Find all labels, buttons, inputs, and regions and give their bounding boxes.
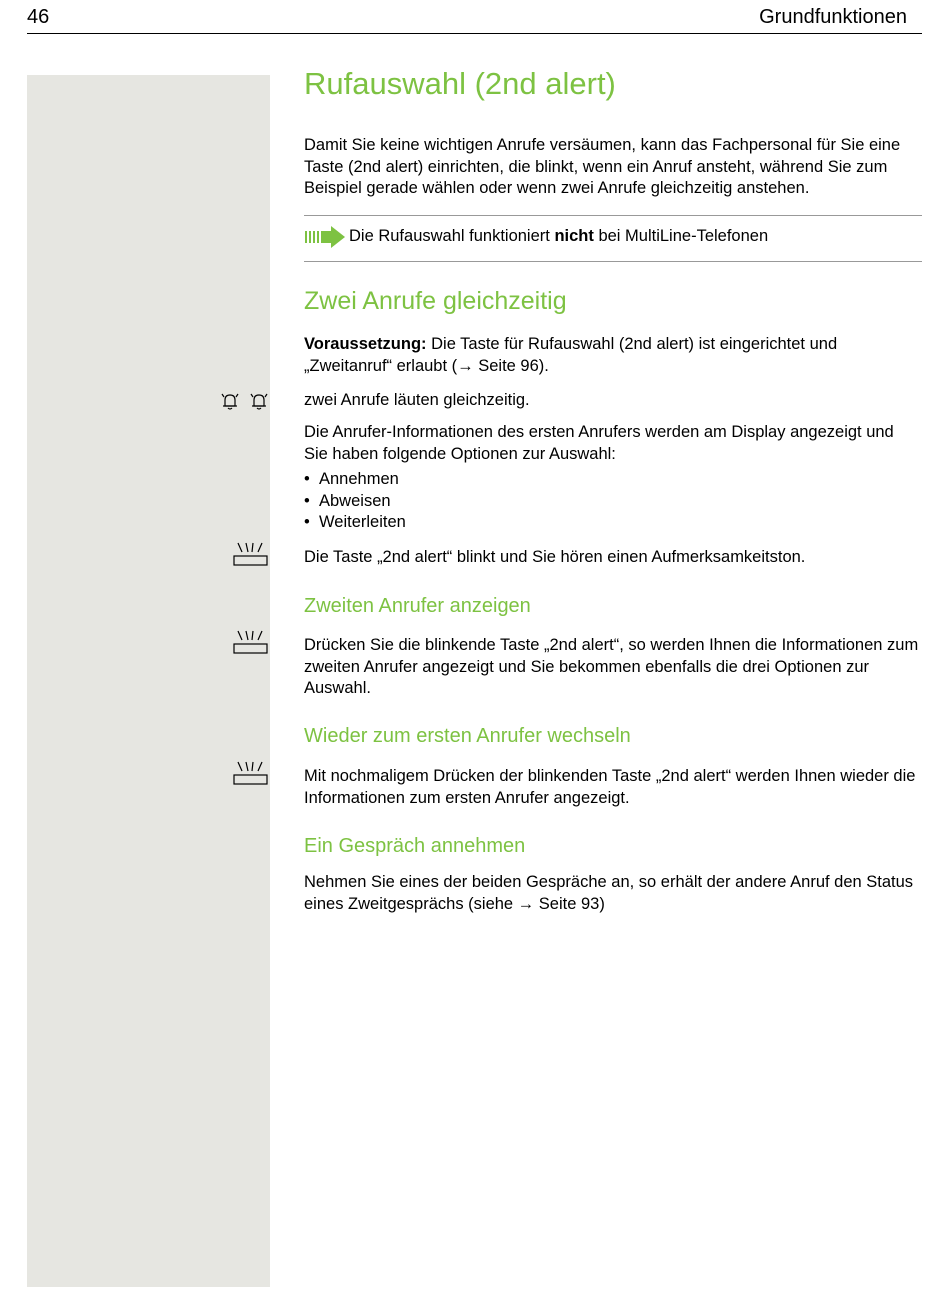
list-item: • Annehmen [304,469,406,491]
show-second-text: Drücken Sie die blinkende Taste „2nd alert“, so werden Ihnen die Informationen zum zweiten Anrufer angezeigt und Sie bekommen ebenfalls die drei Optionen zur Auswahl. [304,636,919,697]
blinking-key-icon [233,629,269,655]
prerequisite-label: Voraussetzung: [304,335,427,353]
blinking-key-icon [233,541,269,567]
accept-call-text: Nehmen Sie eines der beiden Gespräche an, so erhält der andere Anruf den Status eines Zweitgesprächs (siehe → Seite 93) [304,873,914,913]
note-text [349,227,768,246]
note-box [304,215,922,262]
caller-info-text: Die Anrufer-Informationen des ersten Anrufers werden am Display angezeigt und Sie haben folgende Optionen zur Auswahl: [304,423,894,463]
page-number: 46 [27,6,50,28]
header-rule [27,33,922,34]
heading-show-second: Zweiten Anrufer anzeigen [304,595,531,617]
prerequisite-paragraph [304,334,922,377]
margin-sidebar [27,75,270,1287]
note-text-before: Die Rufauswahl funktioniert [349,227,555,245]
note-text-after: bei MultiLine-Telefonen [593,227,769,245]
page-title: Rufauswahl (2nd alert) [304,66,616,101]
intro-paragraph: Damit Sie keine wichtigen Anrufe versäumen, kann das Fachpersonal für Sie eine Taste (2nd alert) einrichten, die blinkt, wenn ein Anruf ansteht, während Sie zum Beispiel gerade wählen oder wenn zwei Anrufe gleichzeitig anstehen. [304,136,901,197]
options-list [304,469,406,534]
list-item: • Weiterleiten [304,512,406,534]
heading-two-calls: Zwei Anrufe gleichzeitig [304,287,567,315]
two-bells-icon [220,391,270,411]
key-blinks-text: Die Taste „2nd alert“ blinkt und Sie hören einen Aufmerksamkeitston. [304,548,806,566]
note-text-bold: nicht [554,227,594,245]
back-first-text: Mit nochmaligem Drücken der blinkenden Taste „2nd alert“ werden Ihnen wieder die Informationen zum ersten Anrufer angezeigt. [304,767,916,807]
chapter-title: Grundfunktionen [759,6,907,28]
heading-accept-call: Ein Gespräch annehmen [304,835,526,857]
blinking-key-icon [233,760,269,786]
note-arrow-icon [304,226,346,248]
ringing-text: zwei Anrufe läuten gleichzeitig. [304,391,530,409]
heading-back-first: Wieder zum ersten Anrufer wechseln [304,725,631,747]
list-item: • Abweisen [304,491,406,513]
prerequisite-text: Die Taste für Rufauswahl (2nd alert) ist eingerichtet und „Zweitanruf“ erlaubt (→ Seite 96). [304,335,838,375]
